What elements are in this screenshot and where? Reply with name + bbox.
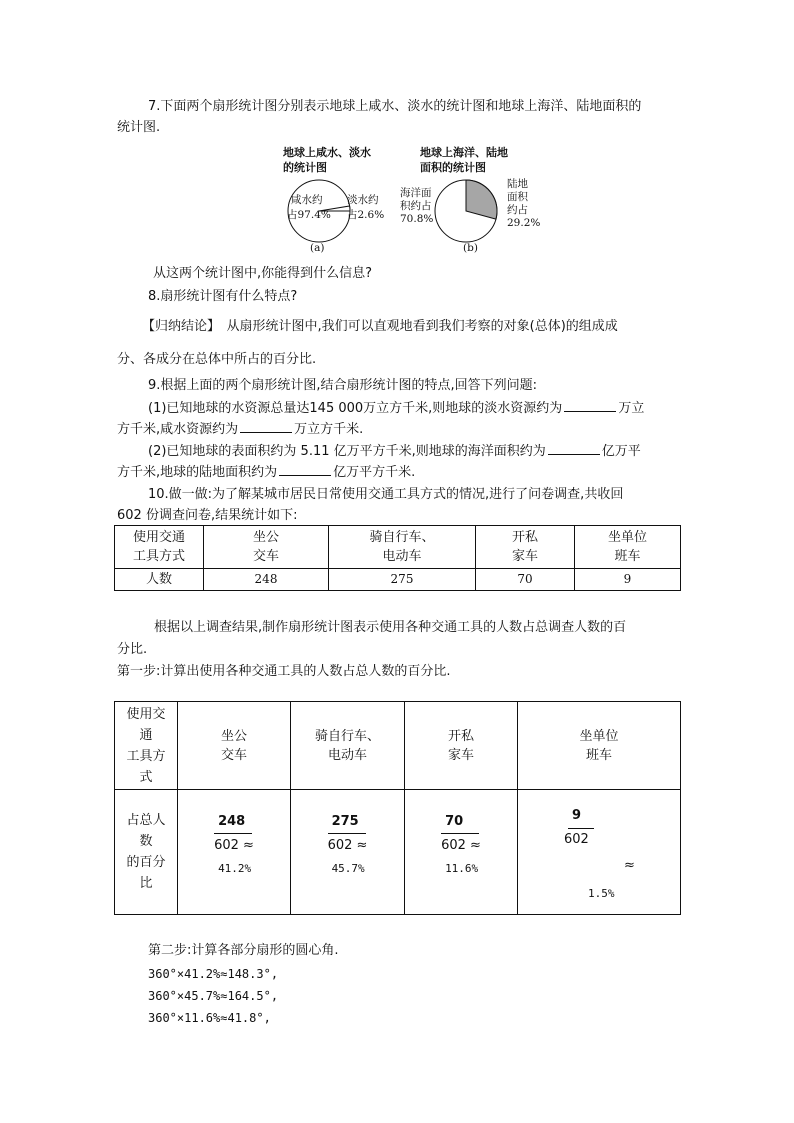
pie-b-caption: (b)	[463, 242, 478, 254]
pie-chart-b	[430, 178, 502, 246]
q9-intro: 9.根据上面的两个扇形统计图,结合扇形统计图的特点,回答下列问题:	[148, 378, 538, 393]
percentage-value: 41.2%	[218, 862, 252, 875]
pie-b-label-ocean	[400, 187, 433, 226]
approx-sign: ≈	[356, 838, 368, 853]
conclusion-line2: 分、各成分在总体中所占的百分比.	[117, 352, 317, 367]
q9-p2-a: (2)已知地球的表面积约为 5.11 亿万平方千米,则地球的海洋面积约为	[148, 444, 546, 459]
answer-blank-salt-water[interactable]	[240, 418, 292, 433]
t1-value-shuttle: 9	[575, 569, 681, 591]
approx-sign: ≈	[624, 858, 635, 873]
t2-cell-car	[405, 790, 518, 915]
pie-a-caption: (a)	[310, 242, 325, 254]
t1-header-mode: 使用交通 工具方式	[115, 526, 204, 569]
step1: 第一步:计算出使用各种交通工具的人数占总人数的百分比.	[117, 664, 451, 679]
fraction-bar	[328, 833, 366, 834]
fraction-numerator: 9	[572, 808, 582, 823]
t1-value-car: 70	[476, 569, 575, 591]
step2-line-3: 360°×11.6%≈41.8°,	[148, 1011, 271, 1025]
pie-b-land-label-line-3: 约占	[507, 204, 528, 216]
q9-p1-b: 万立	[618, 401, 645, 416]
pie-b-title-1: 地球上海洋、陆地	[420, 146, 508, 159]
q9-p1-c: 方千米,咸水资源约为	[117, 422, 239, 437]
q9-p2-b: 亿万平	[601, 444, 641, 459]
instruction-line2: 分比.	[117, 642, 148, 657]
q10-line1: 10.做一做:为了解某城市居民日常使用交通工具方式的情况,进行了问卷调查,共收回	[148, 487, 624, 502]
q9-p1-a: (1)已知地球的水资源总量达145 000万立方千米,则地球的淡水资源约为	[148, 401, 563, 416]
pie-b-title-2: 面积的统计图	[420, 161, 486, 174]
t1-value-bus: 248	[204, 569, 329, 591]
fraction-denominator: 602	[564, 832, 589, 847]
pie-b-label-land	[507, 178, 540, 230]
t2-header-bike: 骑自行车、 电动车	[291, 702, 405, 790]
q7-line1: 7.下面两个扇形统计图分别表示地球上咸水、淡水的统计图和地球上海洋、陆地面积的	[148, 99, 642, 114]
t2-header-mode: 使用交 通 工具方 式	[115, 702, 178, 790]
pie-b-land-label-line-4: 29.2%	[507, 217, 541, 229]
q9-p1-line2	[117, 418, 363, 440]
fraction-denominator: 602	[441, 838, 466, 853]
approx-sign: ≈	[470, 838, 481, 853]
conclusion-line1: 【归纳结论】 从扇形统计图中,我们可以直观地看到我们考察的对象(总体)的组成成	[142, 319, 618, 334]
q7-question: 从这两个统计图中,你能得到什么信息?	[153, 266, 373, 281]
t1-value-bike: 275	[329, 569, 476, 591]
percentage-value: 11.6%	[445, 862, 479, 875]
t2-cell-shuttle	[518, 790, 681, 915]
q8: 8.扇形统计图有什么特点?	[148, 289, 298, 304]
pie-a-label-salt-2: 占97.4%	[287, 209, 331, 221]
t1-header-bus: 坐公 交车	[204, 526, 329, 569]
fraction-numerator: 248	[218, 814, 246, 829]
pie-b-ocean-label-line-2: 积约占	[400, 200, 432, 212]
fraction-denominator: 602	[327, 838, 353, 853]
pie-a-label-salt-1: 咸水约	[291, 194, 323, 206]
q9-p1-d: 万立方千米.	[294, 422, 364, 437]
fraction-numerator: 70	[445, 814, 464, 829]
q9-p2-c: 方千米,地球的陆地面积约为	[117, 465, 278, 480]
fraction-bar	[568, 828, 594, 829]
fraction-numerator: 275	[331, 814, 359, 829]
step2-title: 第二步:计算各部分扇形的圆心角.	[148, 943, 339, 958]
answer-blank-fresh-water[interactable]	[564, 397, 616, 412]
pie-b-land-label-line-2: 面积	[507, 191, 528, 203]
pie-a-label-fresh-1: 淡水约	[347, 194, 379, 206]
pie-b-ocean-label-line-3: 70.8%	[400, 213, 434, 225]
approx-sign: ≈	[243, 838, 254, 853]
t1-header-car: 开私 家车	[476, 526, 575, 569]
instruction-line1: 根据以上调查结果,制作扇形统计图表示使用各种交通工具的人数占总调查人数的百	[154, 620, 627, 635]
fraction-denominator: 602	[214, 838, 239, 853]
t1-header-shuttle: 坐单位 班车	[575, 526, 681, 569]
t1-row-label: 人数	[115, 569, 204, 591]
fraction-bar	[214, 833, 252, 834]
pie-a-title-1: 地球上咸水、淡水	[283, 146, 371, 159]
q9-p2-line2	[117, 461, 415, 483]
pie-b-land-label-line-1: 陆地	[507, 178, 528, 190]
percentage-table	[114, 701, 681, 915]
q9-p1-line1	[148, 397, 644, 419]
pie-a-title-2: 的统计图	[283, 161, 327, 174]
percentage-value: 1.5%	[588, 887, 615, 900]
percentage-value: 45.7%	[331, 862, 365, 875]
step2-line-2: 360°×45.7%≈164.5°,	[148, 989, 279, 1003]
t1-header-bike: 骑自行车、 电动车	[329, 526, 476, 569]
q9-p2-line1	[148, 440, 641, 462]
answer-blank-land-area[interactable]	[279, 461, 331, 476]
step2-line-1: 360°×41.2%≈148.3°,	[148, 967, 279, 981]
q9-p2-d: 亿万平方千米.	[333, 465, 416, 480]
answer-blank-ocean-area[interactable]	[548, 440, 600, 455]
t2-header-bus: 坐公 交车	[178, 702, 291, 790]
t2-header-shuttle: 坐单位 班车	[518, 702, 681, 790]
survey-table	[114, 525, 681, 591]
t2-header-car: 开私 家车	[405, 702, 518, 790]
q10-line2: 602 份调查问卷,结果统计如下:	[117, 508, 298, 523]
fraction-bar	[441, 833, 479, 834]
t2-cell-bike	[291, 790, 405, 915]
pie-a-label-fresh-2: 占2.6%	[347, 209, 385, 221]
q7-line2: 统计图.	[117, 120, 161, 135]
t2-row-label: 占总人 数 的百分 比	[115, 790, 178, 915]
pie-b-ocean-label-line-1: 海洋面	[400, 187, 432, 199]
t2-cell-bus	[178, 790, 291, 915]
